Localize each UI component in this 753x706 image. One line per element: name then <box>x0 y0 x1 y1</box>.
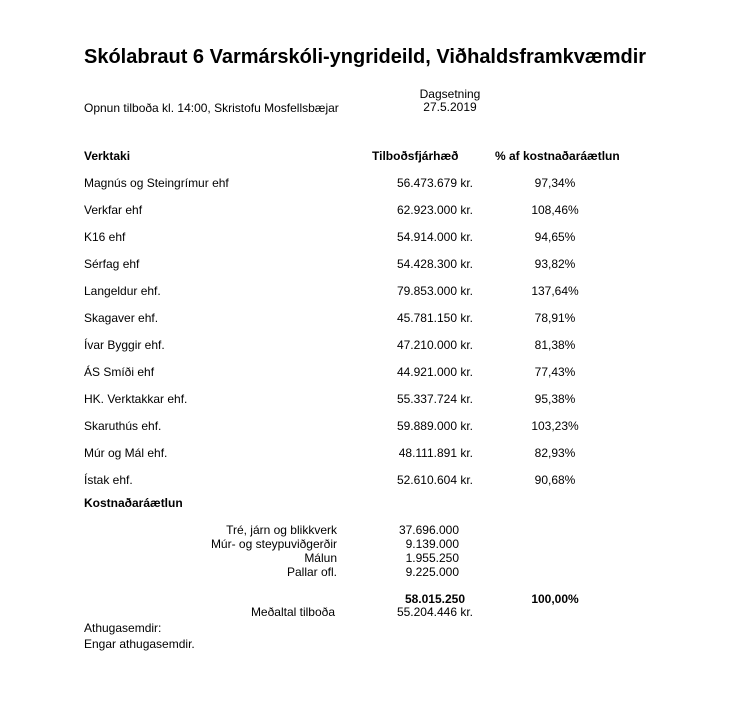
table-row <box>0 365 753 383</box>
contractor-name: ÁS Smíði ehf <box>84 365 155 379</box>
average-value: 55.204.446 kr. <box>396 605 473 619</box>
bid-amount: 54.914.000 kr. <box>396 230 473 244</box>
average-label: Meðaltal tilboða <box>250 605 335 619</box>
bid-percent: 77,43% <box>534 365 576 379</box>
table-row <box>0 257 753 275</box>
estimate-heading: Kostnaðaráætlun <box>84 496 183 510</box>
header-contractor: Verktaki <box>84 149 131 163</box>
estimate-item-label: Múr- og steypuviðgerðir <box>210 537 337 551</box>
estimate-item <box>0 537 753 551</box>
bid-percent: 78,91% <box>534 311 576 325</box>
date-label: Dagsetning <box>419 87 481 101</box>
contractor-name: Verkfar ehf <box>84 203 143 217</box>
contractor-name: Skagaver ehf. <box>84 311 159 325</box>
header-amount: Tilboðsfjárhæð <box>372 149 459 163</box>
table-row <box>0 284 753 302</box>
remarks-label: Athugasemdir: <box>84 621 162 635</box>
bid-amount: 54.428.300 kr. <box>396 257 473 271</box>
bid-amount: 44.921.000 kr. <box>396 365 473 379</box>
bid-percent: 103,23% <box>531 419 579 433</box>
estimate-item-value: 1.955.250 <box>405 551 459 565</box>
bid-percent: 90,68% <box>534 473 576 487</box>
bid-percent: 94,65% <box>534 230 576 244</box>
contractor-name: Magnús og Steingrímur ehf <box>84 176 229 190</box>
table-row <box>0 446 753 464</box>
bid-amount: 79.853.000 kr. <box>396 284 473 298</box>
estimate-total-percent: 100,00% <box>531 592 579 606</box>
contractor-name: K16 ehf <box>84 230 126 244</box>
estimate-item <box>0 551 753 565</box>
contractor-name: Langeldur ehf. <box>84 284 161 298</box>
bid-amount: 52.610.604 kr. <box>396 473 473 487</box>
table-row <box>0 392 753 410</box>
table-row <box>0 338 753 356</box>
header-percent: % af kostnaðaráætlun <box>495 149 620 163</box>
estimate-item-label: Tré, járn og blikkverk <box>226 523 337 537</box>
contractor-name: Sérfag ehf <box>84 257 140 271</box>
bid-amount: 62.923.000 kr. <box>396 203 473 217</box>
estimate-item-value: 9.139.000 <box>405 537 459 551</box>
table-row <box>0 176 753 194</box>
contractor-name: Ístak ehf. <box>84 473 133 487</box>
bid-percent: 108,46% <box>531 203 579 217</box>
table-row <box>0 230 753 248</box>
contractor-name: Múr og Mál ehf. <box>84 446 168 460</box>
estimate-item-value: 9.225.000 <box>405 565 459 579</box>
table-row <box>0 203 753 221</box>
bid-amount: 59.889.000 kr. <box>396 419 473 433</box>
date-value: 27.5.2019 <box>423 100 477 114</box>
contractor-name: Skaruthús ehf. <box>84 419 162 433</box>
estimate-total: 58.015.250 <box>404 592 465 606</box>
bid-percent: 82,93% <box>534 446 576 460</box>
opening-info: Opnun tilboða kl. 14:00, Skristofu Mosfellsbæjar <box>84 101 339 115</box>
estimate-item-label: Pallar ofl. <box>286 565 337 579</box>
estimate-item-label: Málun <box>304 551 337 565</box>
bid-amount: 48.111.891 kr. <box>398 446 473 460</box>
estimate-item-value: 37.696.000 <box>398 523 459 537</box>
bid-percent: 137,64% <box>531 284 579 298</box>
table-row <box>0 473 753 491</box>
bid-percent: 95,38% <box>534 392 576 406</box>
bid-percent: 81,38% <box>534 338 576 352</box>
contractor-name: HK. Verktakkar ehf. <box>84 392 188 406</box>
estimate-item <box>0 565 753 579</box>
page-title: Skólabraut 6 Varmárskóli-yngrideild, Viðhaldsframkvæmdir <box>84 46 647 68</box>
table-row <box>0 311 753 329</box>
bid-amount: 47.210.000 kr. <box>396 338 473 352</box>
contractor-name: Ívar Byggir ehf. <box>84 338 165 352</box>
bid-percent: 93,82% <box>534 257 576 271</box>
bid-amount: 56.473.679 kr. <box>396 176 473 190</box>
estimate-item <box>0 523 753 537</box>
remarks-text: Engar athugasemdir. <box>84 637 195 651</box>
bid-percent: 97,34% <box>534 176 576 190</box>
bid-amount: 45.781.150 kr. <box>396 311 473 325</box>
bid-amount: 55.337.724 kr. <box>396 392 473 406</box>
table-row <box>0 419 753 437</box>
